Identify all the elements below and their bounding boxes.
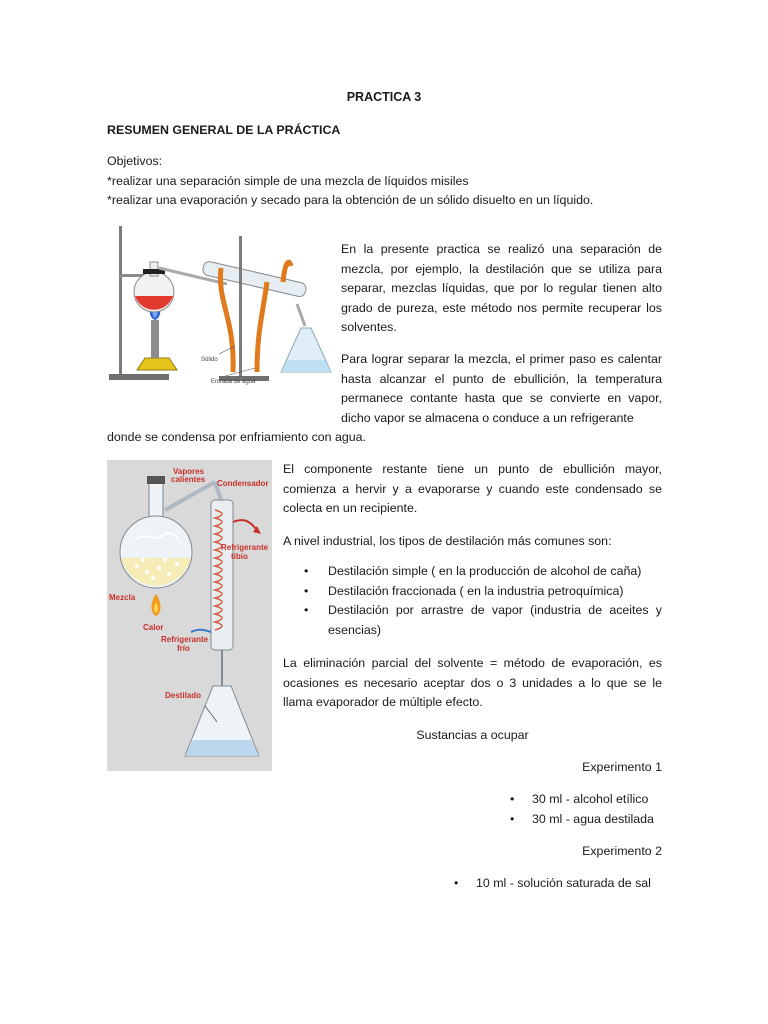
paragraph-2-main: Para lograr separar la mezcla, el primer paso es calentar hasta alcanzar el punto de ebullición, la temperatura permanece contante hasta que se convierte en vapor, dicho vapor se almacena o conduce a un refrigerante xyxy=(341,352,662,425)
experiment-1-label: Experimento 1 xyxy=(582,760,662,774)
list-item: • Destilación fraccionada ( en la industria petroquímica) xyxy=(283,582,662,602)
label-water-inlet: Entrada de agua xyxy=(211,379,256,385)
distillation-apparatus-figure xyxy=(107,222,335,386)
label-hot-vapors-2: calientes xyxy=(171,475,206,484)
label-cold-coolant-1: Refrigerante xyxy=(161,635,209,644)
label-condenser: Condensador xyxy=(217,479,269,488)
label-distillate: Destilado xyxy=(165,691,202,700)
label-cold-coolant-2: frío xyxy=(177,644,190,653)
objective-item-1: *realizar una separación simple de una mezcla de líquidos misiles xyxy=(107,173,469,188)
label-solid: Sólido xyxy=(201,357,218,363)
paragraph-4: A nivel industrial, los tipos de destilación más comunes son: xyxy=(283,534,612,548)
section-heading: RESUMEN GENERAL DE LA PRÁCTICA xyxy=(107,123,341,137)
distillation-types-list xyxy=(283,562,662,640)
experiment-2-list xyxy=(454,874,651,894)
paragraph-1: En la presente practica se realizó una separación de mezcla, por ejemplo, la destilación que se utiliza para separar, mezclas líquidas, que por lo regular tienen alto grado de pureza, este método nos permite recuperar los solventes. xyxy=(341,242,662,335)
paragraph-2-end: donde se condensa por enfriamiento con agua. xyxy=(107,430,367,445)
label-hot-vapors-1: Vapores xyxy=(173,467,205,476)
label-heat: Calor xyxy=(143,623,164,632)
label-mixture: Mezcla xyxy=(109,593,136,602)
list-item: • 30 ml - alcohol etílico xyxy=(510,790,654,810)
list-item: • 30 ml - agua destilada xyxy=(510,810,654,830)
objectives-block xyxy=(107,152,667,211)
substances-heading: Sustancias a ocupar xyxy=(416,728,529,742)
list-item: • Destilación simple ( en la producción de alcohol de caña) xyxy=(283,562,662,582)
label-warm-coolant-2: tibio xyxy=(231,552,248,561)
list-item: • Destilación por arrastre de vapor (industria de aceites y esencias) xyxy=(283,601,662,640)
objectives-heading: Objetivos: xyxy=(107,154,163,168)
experiment-1-list xyxy=(510,790,654,829)
experiment-2-label: Experimento 2 xyxy=(582,844,662,858)
paragraph-3: El componente restante tiene un punto de ebullición mayor, comienza a hervir y a evaporarse y cuando este condensado se colecta en un recipiente. xyxy=(283,462,662,516)
label-warm-coolant-1: Refrigerante xyxy=(221,543,269,552)
distillation-diagram-figure xyxy=(107,460,272,771)
paragraph-5: La eliminación parcial del solvente = método de evaporación, es ocasiones es necesario aceptar dos o 3 unidades a lo que se le llama evaporador de múltiple efecto. xyxy=(283,656,662,710)
objective-item-2: *realizar una evaporación y secado para la obtención de un sólido disuelto en un líquido. xyxy=(107,193,594,208)
list-item: • 10 ml - solución saturada de sal xyxy=(454,874,651,894)
page-title: PRACTICA 3 xyxy=(346,90,422,104)
